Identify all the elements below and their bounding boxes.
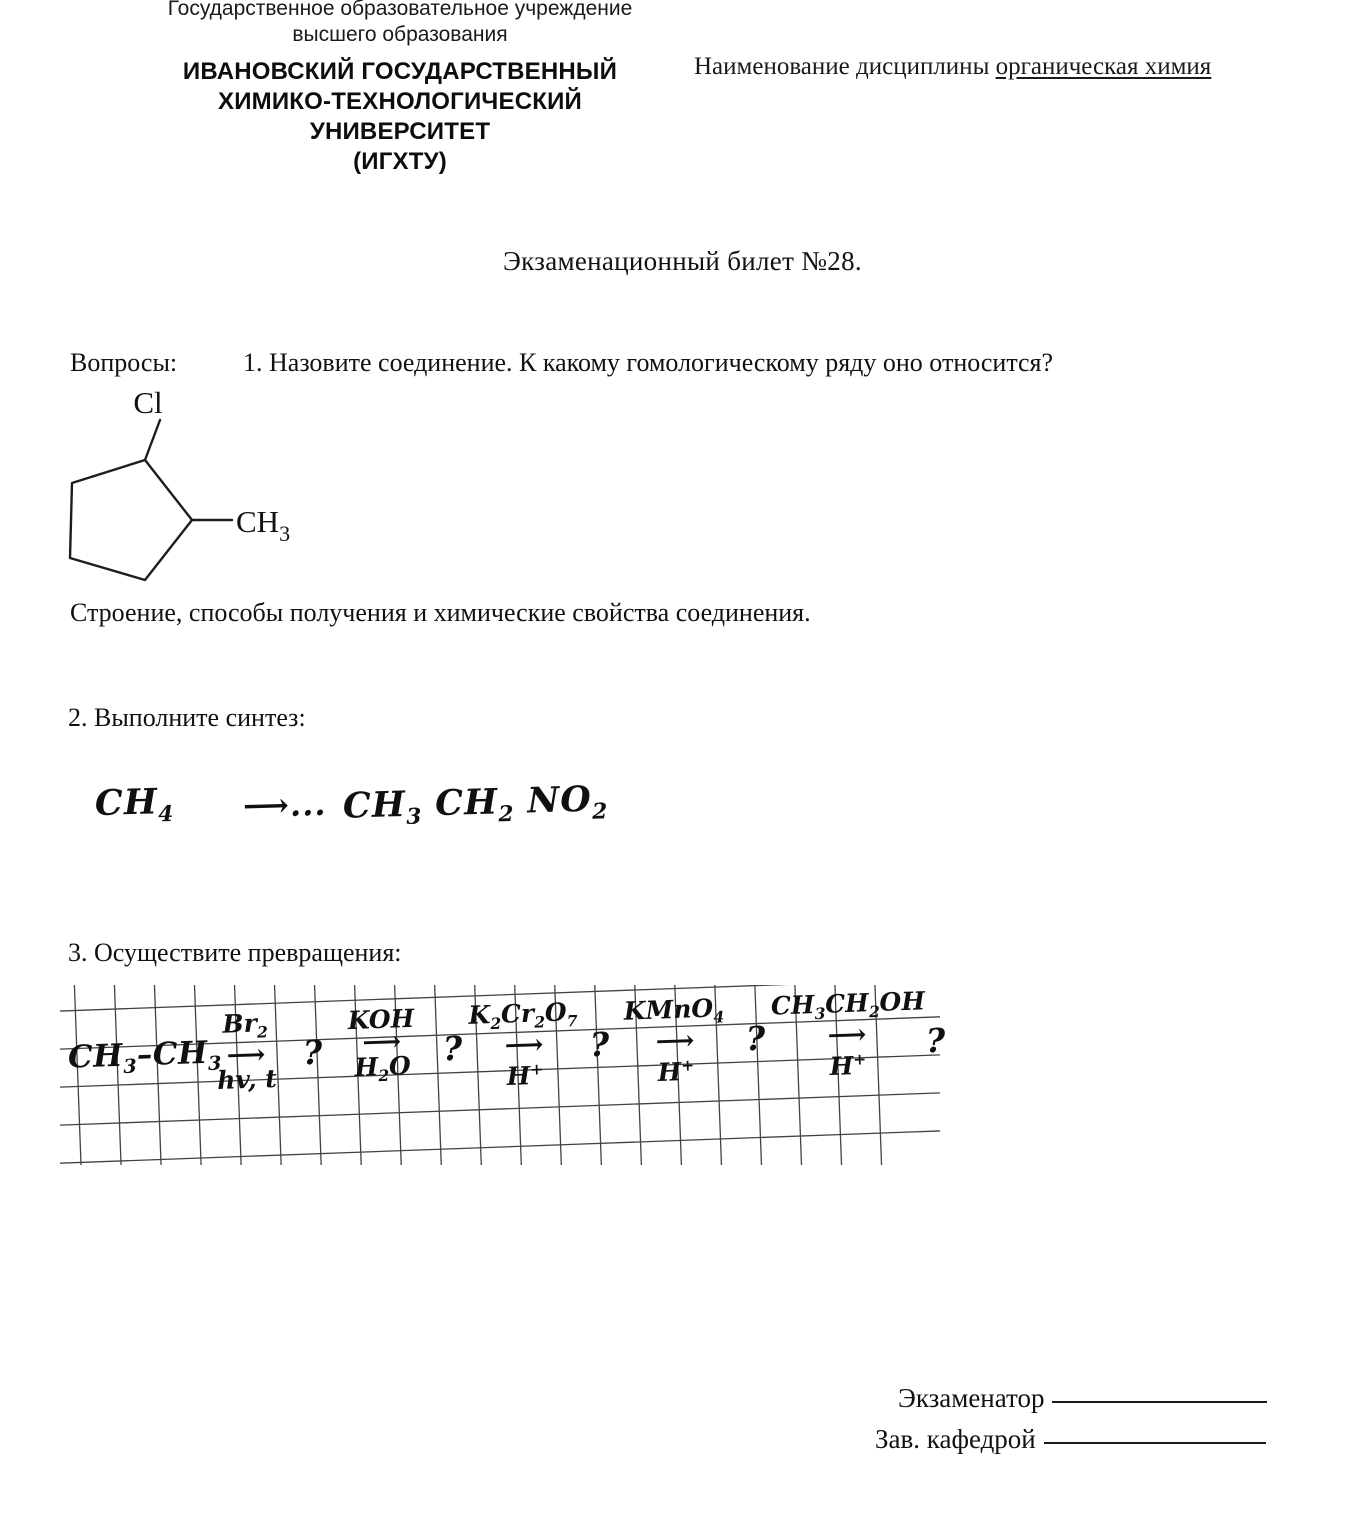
chain-step-3-arrow-icon: ⟶ bbox=[504, 1029, 544, 1062]
bond-to-chlorine bbox=[145, 420, 160, 460]
graph-paper-background bbox=[60, 985, 940, 1165]
handwritten-methane: $CH_4$ bbox=[94, 781, 175, 828]
label-methyl: $CH_3$ bbox=[236, 504, 291, 546]
question-1-text: 1. Назовите соединение. К какому гомологическому ряду оно относится? bbox=[243, 348, 1054, 377]
chain-step-4-condition: H+ bbox=[657, 1055, 695, 1087]
institution-name-line1: ИВАНОВСКИЙ ГОСУДАРСТВЕННЫЙ bbox=[182, 58, 618, 85]
chain-step-3-condition: H+ bbox=[506, 1059, 544, 1091]
handwritten-synthesis bbox=[95, 772, 615, 852]
institution-subtitle-line2: высшего образования bbox=[292, 23, 508, 46]
chain-result-5: ? bbox=[925, 1020, 947, 1061]
chain-step-4-reagent: KMnO$_4$ bbox=[623, 993, 725, 1027]
chain-step-2-arrow-icon: ⟶ bbox=[361, 1026, 402, 1059]
chain-step-2-condition: $H_2O$ bbox=[354, 1051, 412, 1086]
label-chlorine: Cl bbox=[133, 385, 163, 420]
chain-start-ethane: $CH_3-CH_3$ bbox=[67, 1034, 223, 1078]
question-2-text: 2. Выполните синтез: bbox=[68, 703, 306, 732]
chain-result-2: ? bbox=[442, 1028, 464, 1069]
institution-subtitle-line1: Государственное образовательное учреждение bbox=[167, 0, 633, 20]
graph-paper-lines bbox=[60, 985, 940, 1165]
chain-step-1-arrow-icon: ⟶ bbox=[226, 1039, 266, 1072]
discipline-line bbox=[694, 52, 1211, 82]
chain-result-4: ? bbox=[745, 1018, 767, 1059]
cyclopentane-ring bbox=[70, 460, 192, 580]
chain-step-5-condition: H+ bbox=[829, 1049, 867, 1081]
institution-name-line4: (ИГХТУ) bbox=[353, 148, 447, 175]
discipline-value: органическая химия bbox=[995, 53, 1212, 80]
institution-name-line3: УНИВЕРСИТЕТ bbox=[309, 118, 491, 145]
chain-step-2-reagent: KOH bbox=[347, 1003, 415, 1036]
chain-result-1: ? bbox=[302, 1032, 324, 1073]
handwritten-arrow-ellipsis: ⟶... bbox=[242, 784, 327, 826]
chemical-structure-diagram bbox=[40, 380, 370, 605]
handwritten-nitroethane: $CH_3$ $CH_2$ $NO_2$ bbox=[342, 778, 609, 830]
chain-step-5-arrow-icon: ⟶ bbox=[827, 1019, 867, 1052]
head-of-department-signature-rule bbox=[1044, 1442, 1266, 1444]
head-of-department-label: Зав. кафедрой bbox=[875, 1424, 1036, 1454]
chain-step-1-reagent: $Br_2$ bbox=[221, 1008, 269, 1042]
chain-step-3-reagent: $K_2Cr_2O_7$ bbox=[467, 997, 578, 1034]
page-title: Экзаменационный билет №28. bbox=[503, 246, 862, 276]
institution-name-line2: ХИМИКО-ТЕХНОЛОГИЧЕСКИЙ bbox=[217, 88, 582, 115]
chain-step-1-condition: hv, t bbox=[216, 1063, 278, 1096]
institution-name bbox=[95, 57, 705, 177]
examiner-signature-rule bbox=[1052, 1401, 1267, 1403]
examiner-signature-line bbox=[898, 1383, 1267, 1414]
question-3-text: 3. Осуществите превращения: bbox=[68, 938, 402, 967]
chain-step-4-arrow-icon: ⟶ bbox=[655, 1025, 695, 1058]
institution-subtitle bbox=[95, 0, 705, 48]
question-1-note: Строение, способы получения и химические свойства соединения. bbox=[70, 598, 811, 627]
chain-result-3: ? bbox=[589, 1024, 611, 1065]
examiner-label: Экзаменатор bbox=[898, 1383, 1045, 1413]
chain-step-5-reagent: $CH_3CH_2OH$ bbox=[770, 986, 926, 1024]
head-of-department-signature-line bbox=[875, 1424, 1266, 1455]
questions-label: Вопросы: bbox=[70, 348, 178, 377]
discipline-label: Наименование дисциплины bbox=[694, 53, 990, 80]
